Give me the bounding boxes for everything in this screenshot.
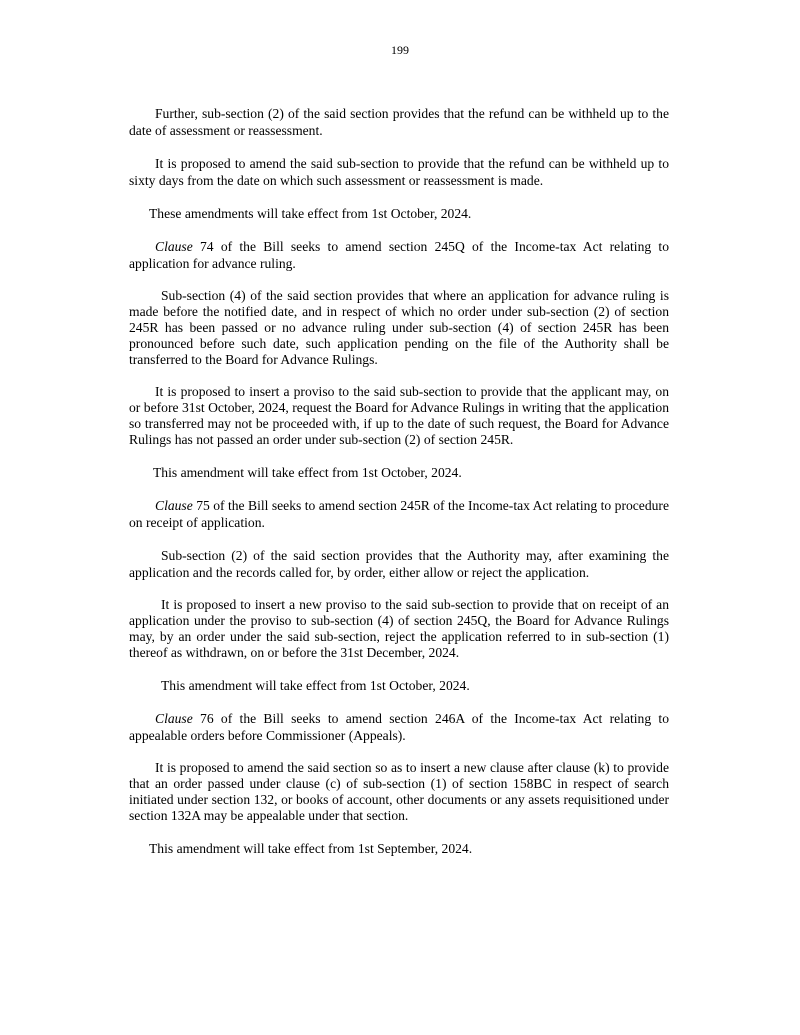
paragraph-clause-76: [129, 710, 669, 744]
paragraph-effective-date-3: This amendment will take effect from 1st October, 2024.: [161, 678, 470, 693]
document-body: [129, 105, 669, 873]
page-number: 199: [391, 43, 409, 57]
paragraph-section-245q-provision: Sub-section (4) of the said section provides that where an application for advance ruling is made before the notified date, and in respect of which no order under sub-section (2) of section 245R has been passed or no advance ruling under sub-section (4) of section 245R has been pronounced before such date, such application pending on the file of the Authority shall be transferred to the Board for Advance Rulings.: [129, 288, 669, 367]
paragraph-refund-amendment: It is proposed to amend the said sub-section to provide that the refund can be withheld up to sixty days from the date on which such assessment or reassessment is made.: [129, 156, 669, 188]
paragraph-245q-proviso: It is proposed to insert a proviso to the said sub-section to provide that the applicant may, on or before 31st October, 2024, request the Board for Advance Rulings in writing that the application so transferred may not be proceeded with, if up to the date of such request, the Board for Advance Rulings has not passed an order under sub-section (2) of section 245R.: [129, 384, 669, 447]
paragraph-clause-74: [129, 238, 669, 272]
paragraph-refund-withheld: Further, sub-section (2) of the said section provides that the refund can be withheld up to the date of assessment or reassessment.: [129, 106, 669, 138]
paragraph-section-245r-provision: Sub-section (2) of the said section provides that the Authority may, after examining the application and the records called for, by order, either allow or reject the application.: [129, 548, 669, 580]
clause-75-text: 75 of the Bill seeks to amend section 245R of the Income-tax Act relating to procedure on receipt of application.: [129, 498, 669, 530]
clause-74-text: 74 of the Bill seeks to amend section 245Q of the Income-tax Act relating to application for advance ruling.: [129, 239, 669, 271]
paragraph-clause-75: [129, 497, 669, 531]
clause-75-label: Clause: [155, 498, 193, 513]
clause-74-label: Clause: [155, 239, 193, 254]
paragraph-245r-proviso: It is proposed to insert a new proviso to the said sub-section to provide that on receipt of an application under the proviso to sub-section (4) of section 245Q, the Board for Advance Rulings may, by an order under the said sub-section, reject the application referred to in sub-section (1) thereof as withdrawn, on or before the 31st December, 2024.: [129, 597, 669, 660]
paragraph-effective-date-1: These amendments will take effect from 1st October, 2024.: [149, 206, 472, 221]
paragraph-effective-date-4: This amendment will take effect from 1st September, 2024.: [149, 841, 473, 856]
paragraph-246a-new-clause: It is proposed to amend the said section so as to insert a new clause after clause (k) to provide that an order passed under clause (c) of sub-section (1) of section 158BC in respect of search initiated under section 132, or books of account, other documents or any assets requisitioned under section 132A may be appealable under that section.: [129, 760, 669, 823]
clause-76-label: Clause: [155, 711, 193, 726]
paragraph-effective-date-2: This amendment will take effect from 1st October, 2024.: [153, 465, 462, 480]
clause-76-text: 76 of the Bill seeks to amend section 246A of the Income-tax Act relating to appealable orders before Commissioner (Appeals).: [129, 711, 669, 743]
